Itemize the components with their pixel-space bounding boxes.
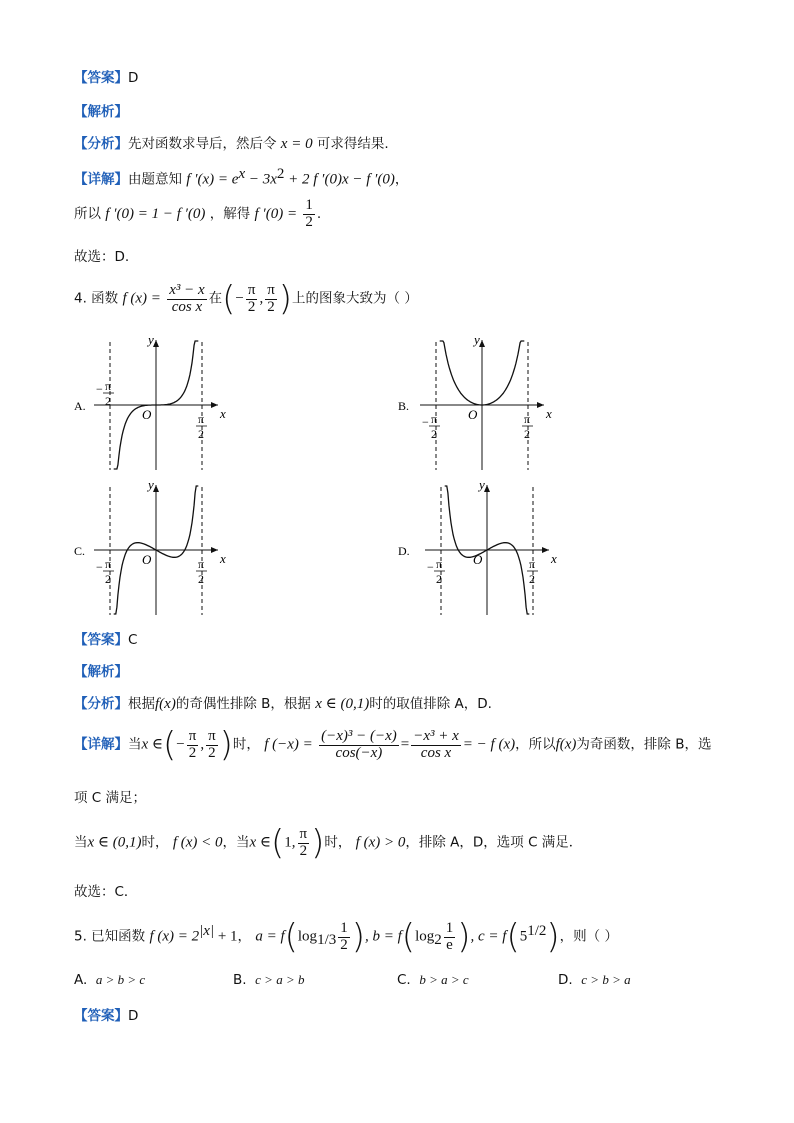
q4-detail: 【详解】当x ∈(− $\frac{\pi}{2}$ , $\frac{\pi}{2}$ )时， f (−x) = $\frac{\text{(−x)³ − (−x)}}{\cos(-x)}$ = $\frac{\text{−x³ + x}}{\text{cos x}}$ = − f (x)，所以f(x)为奇函数，排除 B，选 [74,725,712,765]
y-axis-arrow [153,340,159,347]
y-axis-arrow [479,340,485,347]
pi-label: π [198,412,205,426]
origin-label: O [473,552,483,567]
two-label: 2 [529,572,535,586]
answer-tag: 【答案】 [74,70,128,86]
two-label: 2 [198,572,204,586]
q5-stem: 5. 已知函数 f $(x) = 2^{|x|} + 1$， $a = f(\log_{1/3}$ $\frac{1}{2}$ ), $b = f(\log_2$ $\frac{1}{e}$ ), $c = f(5^{1/2})$，则（ ） [74,917,618,957]
two-label: 2 [524,427,530,441]
y-axis-arrow [153,485,159,492]
pi-label: π [529,557,536,571]
option-label: A. [74,399,86,413]
neg-sign: − [96,560,103,574]
x-axis-arrow [537,402,544,408]
y-label: y [479,477,485,492]
q4-detail-line3: 当x ∈ (0,1)时， f (x) < 0，当x ∈(1, $\frac{\pi}{2}$ )时， f (x) > 0，排除 A，D，选项 C 满足． [74,823,583,863]
q3-detail: 【详解】由题意知 f $'(x) = e^x - 3x^2 + 2$ f ′(0)x − f ′(0)， [74,166,409,188]
q3-fenxi: 【分析】先对函数求导后，然后令 x = 0 可求得结果. [74,136,389,152]
two-label: 2 [431,427,437,441]
q4-fenxi: 【分析】根据f(x)的奇偶性排除 B，根据 x ∈ (0,1)时的取值排除 A，D. [74,696,492,712]
q4-analysis-heading: 【解析】 [74,664,128,680]
q3-choose: 故选：D. [74,249,130,265]
two-label: 2 [105,572,111,586]
origin-label: O [142,407,152,422]
option-label: C. [74,544,86,558]
neg-sign: − [422,415,429,429]
neg-sign: − [96,382,103,396]
x-label: x [220,406,226,421]
q5-option-d[interactable]: D. c > b > a [558,972,631,988]
q4-detail-cont: 项 C 满足； [74,790,147,806]
q3-analysis-heading: 【解析】 [74,104,128,120]
two-label: 2 [105,394,111,408]
q4-stem: 4. 函数 f (x) = $\frac{\text{x³ − x}}{\text{cos x}}$ 在(− $\frac{\pi}{2}$ , $\frac{\pi}{2}$ )上的图象大致为（ ） [74,279,418,319]
x-axis-arrow [542,547,549,553]
q5-option-a[interactable]: A. a > b > c [74,972,146,988]
answer-value: D [128,70,139,86]
option-label: B. [398,399,410,413]
pi-label: π [105,557,112,571]
graph-option-b[interactable] [398,332,552,470]
y-axis-arrow [484,485,490,492]
q3-answer [74,66,138,86]
y-label: y [148,477,154,492]
q4-answer: 【答案】C [74,632,138,648]
pi-label: π [198,557,205,571]
option-graphs [0,325,794,625]
graph-option-a[interactable] [74,332,226,470]
two-label: 2 [198,427,204,441]
graph-option-c[interactable] [74,477,226,615]
fraction-one-half: $\frac{1}{2}$ [305,197,313,230]
two-label: 2 [436,572,442,586]
q5-option-b[interactable]: B. c > a > b [233,972,305,988]
option-label: D. [398,544,410,558]
q5-answer: 【答案】D [74,1008,139,1024]
y-label: y [148,332,154,347]
x-label: x [220,551,226,566]
x-label: x [546,406,552,421]
origin-label: O [468,407,478,422]
x-axis-arrow [211,547,218,553]
q4-choose: 故选：C． [74,884,138,900]
pi-label: π [436,557,443,571]
pi-label: π [105,379,112,393]
graph-option-d[interactable] [398,477,557,615]
x-label: x [551,551,557,566]
q3-solve-line: 所以 f ′(0) = 1 − f ′(0) ，解得 f ′(0) = $\frac{1}{2}$ . [74,197,322,230]
neg-sign: − [427,560,434,574]
y-label: y [474,332,480,347]
stem-fraction: $\frac{\text{x³ − x}}{\text{cos x}}$ [169,281,205,315]
q5-option-c[interactable]: C. b > a > c [397,972,469,988]
pi-label: π [524,412,531,426]
origin-label: O [142,552,152,567]
pi-label: π [431,412,438,426]
x-axis-arrow [211,402,218,408]
